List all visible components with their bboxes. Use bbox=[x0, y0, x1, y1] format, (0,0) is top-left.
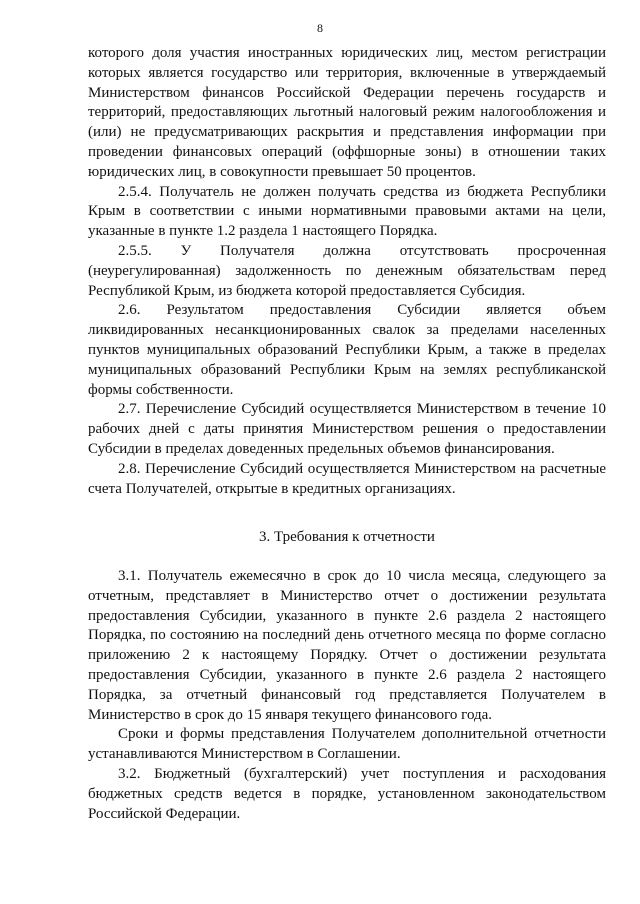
paragraph-3-1: 3.1. Получатель ежемесячно в срок до 10 числа месяца, следующего за отчетным, представляет в Министерство отчет о достижении результата предоставления Субсидии, указанного в пункте 2.6 раздела 2 настоящего Порядка, по состоянию на последний день отчетного месяца по форме согласно приложению 2 к настоящему Порядку. Отчет о достижении результата предоставления Субсидии, указанного в пункте 2.6 раздела 2 настоящего Порядка, за отчетный финансовый год представляется Получателем в Министерство в срок до 15 января текущего финансового года. bbox=[88, 568, 606, 723]
paragraph-2-8: 2.8. Перечисление Субсидий осуществляется Министерством на расчетные счета Получателей, открытые в кредитных организациях. bbox=[88, 460, 606, 497]
paragraph-continuation: которого доля участия иностранных юридических лиц, местом регистрации которых является государство или территория, включенные в утверждаемый Министерством финансов Российской Федерации перечень государств и территорий, предоставляющих льготный налоговый режим налогообложения и (или) не предусматривающих раскрытия и представления информации при проведении финансовых операций (оффшорные зоны) в отношении таких юридических лиц, в совокупности превышает 50 процентов. bbox=[88, 45, 606, 180]
paragraph-2-5-5: 2.5.5. У Получателя должна отсутствовать просроченная (неурегулированная) задолженность по денежным обязательствам перед Республикой Крым, из бюджета которой предоставляется Субсидия. bbox=[88, 242, 606, 299]
paragraph-reporting-terms: Сроки и формы представления Получателем дополнительной отчетности устанавливаются Министерством в Соглашении. bbox=[88, 726, 606, 763]
paragraph-2-5-4: 2.5.4. Получатель не должен получать средства из бюджета Республики Крым в соответствии с иными нормативными правовыми актами на цели, указанные в пункте 1.2 раздела 1 настоящего Порядка. bbox=[88, 183, 606, 240]
text-block-after bbox=[88, 567, 606, 824]
paragraph-2-7: 2.7. Перечисление Субсидий осуществляется Министерством в течение 10 рабочих дней с даты принятия Министерством решения о предоставлении Субсидии в пределах доведенных предельных объемов финансирования. bbox=[88, 401, 606, 457]
paragraph-3-2: 3.2. Бюджетный (бухгалтерский) учет поступления и расходования бюджетных средств ведется в порядке, установленном законодательством Российской Федерации. bbox=[88, 765, 606, 822]
section-heading: 3. Требования к отчетности bbox=[259, 529, 435, 545]
text-block-before bbox=[88, 44, 606, 499]
paragraph-2-6: 2.6. Результатом предоставления Субсидии является объем ликвидированных несанкционированных свалок за пределами населенных пунктов муниципальных образований Республики Крым, а также в пределах муниципальных образований Республики Крым на землях республиканской формы собственности. bbox=[88, 302, 606, 398]
page-number: 8 bbox=[317, 21, 323, 35]
